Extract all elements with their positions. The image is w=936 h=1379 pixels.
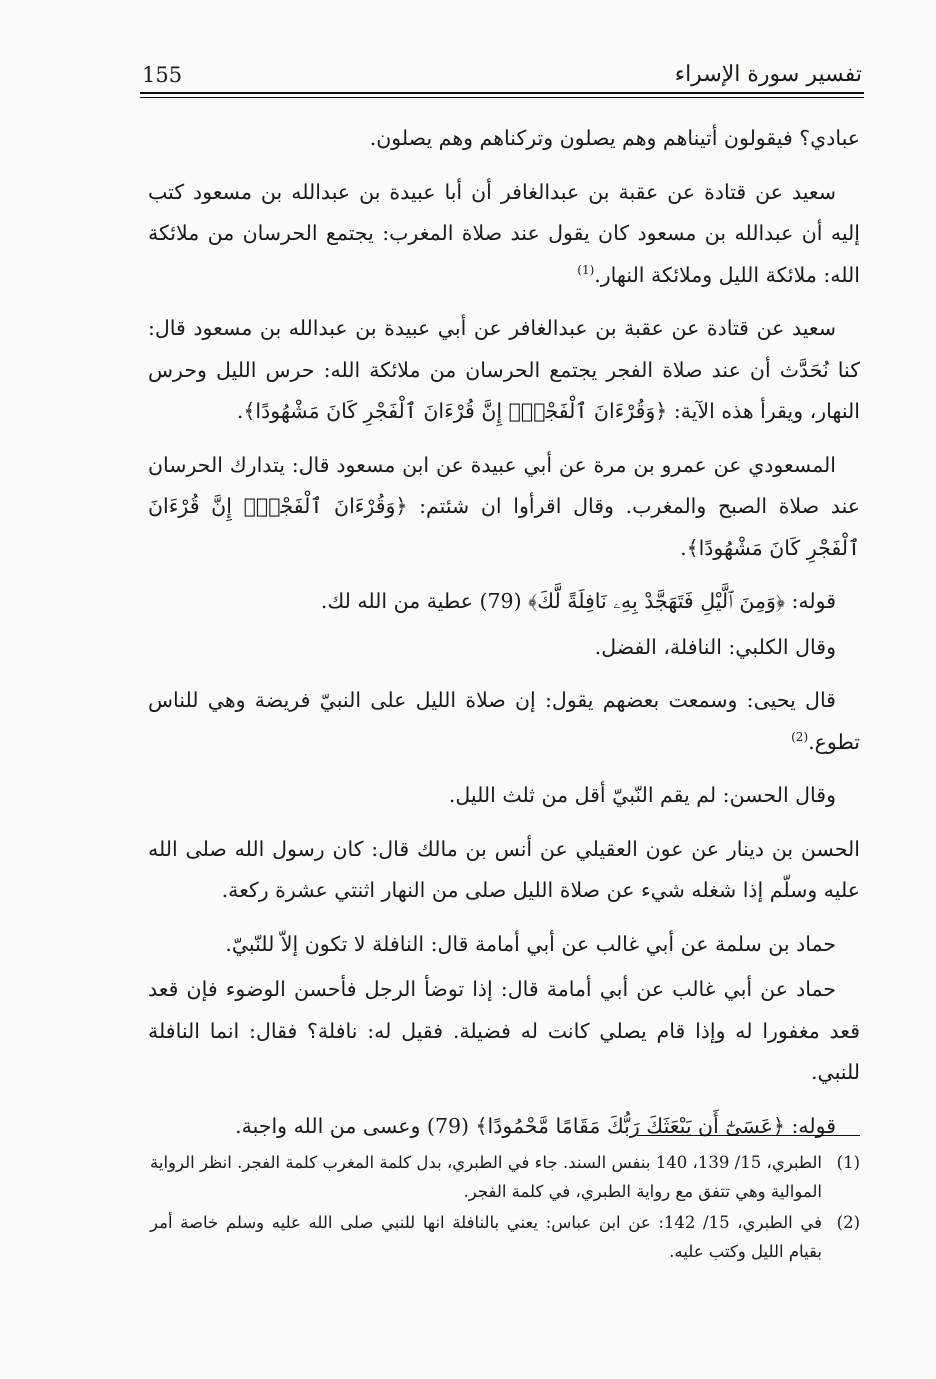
paragraph — [148, 308, 860, 433]
paragraph-text: المسعودي عن عمرو بن مرة عن أبي عبيدة عن ابن مسعود قال: يتدارك الحرسان عند صلاة الصبح والمغرب. وقال اقرأوا ان شئتم: ﴿وَقُرْءَانَ ٱلْفَجْرِۖ إِنَّ قُرْءَانَ ٱلْفَجْرِ كَانَ مَشْهُودًا﴾. — [148, 452, 860, 560]
paragraph — [148, 829, 860, 912]
footnote — [150, 1208, 860, 1266]
paragraph — [148, 581, 860, 623]
footnote-separator — [637, 1135, 860, 1136]
paragraph-text: سعيد عن قتادة عن عقبة بن عبدالغافر عن أبي عبيدة بن عبدالله بن مسعود قال: كنا نُحَدَّث أن عند صلاة الفجر يجتمع الحرسان من ملائكة الله: حرس الليل وحرس النهار، ويقرأ هذه الآية: ﴿وَقُرْءَانَ ٱلْفَجْرِۖ إِنَّ قُرْءَانَ ٱلْفَجْرِ كَانَ مَشْهُودًا﴾. — [148, 316, 860, 423]
running-title: تفسير سورة الإسراء — [674, 62, 862, 87]
paragraph — [148, 445, 860, 570]
page-header — [142, 54, 862, 88]
paragraph — [148, 680, 860, 763]
footnote-number: (2) — [836, 1213, 860, 1232]
paragraph-text: قوله: ﴿وَمِنَ ٱلَّيْلِ فَتَهَجَّدْ بِهِۦ نَافِلَةً لَّكَ﴾ (79) عطية من الله لك. — [320, 589, 836, 613]
header-rule-thin — [140, 97, 864, 98]
header-rule — [140, 92, 864, 94]
paragraph — [148, 924, 860, 966]
footnote — [150, 1148, 860, 1206]
footnote-ref: (2) — [791, 729, 809, 744]
paragraph — [148, 969, 860, 1094]
paragraph-text: عبادي؟ فيقولون أتيناهم وهم يصلون وتركناهم وهم يصلون. — [369, 126, 860, 150]
paragraph — [148, 1106, 860, 1148]
footnotes — [150, 1148, 860, 1268]
footnote-text: الطبري، 15/ 139، 140 بنفس السند. جاء في الطبري، بدل كلمة المغرب كلمة الفجر. انظر الرواية الموالية وهي تتفق مع رواية الطبري، في كلمة الفجر. — [150, 1153, 822, 1201]
footnote-text: في الطبري، 15/ 142: عن ابن عباس: يعني بالنافلة انها للنبي صلى الله عليه وسلم خاصة أمر بقيام الليل وكتب عليه. — [150, 1213, 822, 1261]
paragraph-text: حماد بن سلمة عن أبي غالب عن أبي أمامة قال: النافلة لا تكون إلاّ للنّبيّ. — [225, 931, 836, 956]
paragraph — [148, 627, 860, 669]
paragraph-text: حماد عن أبي غالب عن أبي أمامة قال: إذا توضأ الرجل فأحسن الوضوء فإن قعد قعد مغفورا له وإذا قام يصلي كانت له فضيلة. فقيل له: نافلة؟ فقال: انما النافلة للنبي. — [148, 977, 860, 1084]
paragraph-text: قوله: ﴿عَسَىٰٓ أَن يَبْعَثَكَ رَبُّكَ مَقَامًا مَّحْمُودًا﴾ (79) وعسى من الله واجبة. — [235, 1113, 836, 1138]
page-number: 155 — [142, 63, 183, 87]
paragraph — [148, 172, 860, 297]
paragraph-text: الحسن بن دينار عن عون العقيلي عن أنس بن مالك قال: كان رسول الله صلى الله عليه وسلّم إذا شغله شيء عن صلاة الليل صلى من النهار اثنتي عشرة ركعة. — [148, 836, 860, 902]
footnote-ref: (1) — [577, 262, 595, 277]
paragraph-text: سعيد عن قتادة عن عقبة بن عبدالغافر أن أبا عبيدة بن عبدالله بن مسعود كتب إليه أن عبدالله بن مسعود كان يقول عند صلاة المغرب: يجتمع الحرسان من ملائكة الله: ملائكة الليل وملائكة النهار. — [148, 179, 860, 287]
paragraph — [148, 775, 860, 817]
paragraph — [148, 118, 860, 160]
paragraph-text: وقال الحسن: لم يقم النّبيّ أقل من ثلث الليل. — [448, 783, 836, 807]
paragraph-text: قال يحيى: وسمعت بعضهم يقول: إن صلاة الليل على النبيّ فريضة وهي للناس تطوع. — [148, 688, 860, 754]
paragraph-text: وقال الكلبي: النافلة، الفضل. — [594, 634, 836, 659]
main-text — [148, 118, 860, 1159]
footnote-number: (1) — [836, 1153, 860, 1172]
